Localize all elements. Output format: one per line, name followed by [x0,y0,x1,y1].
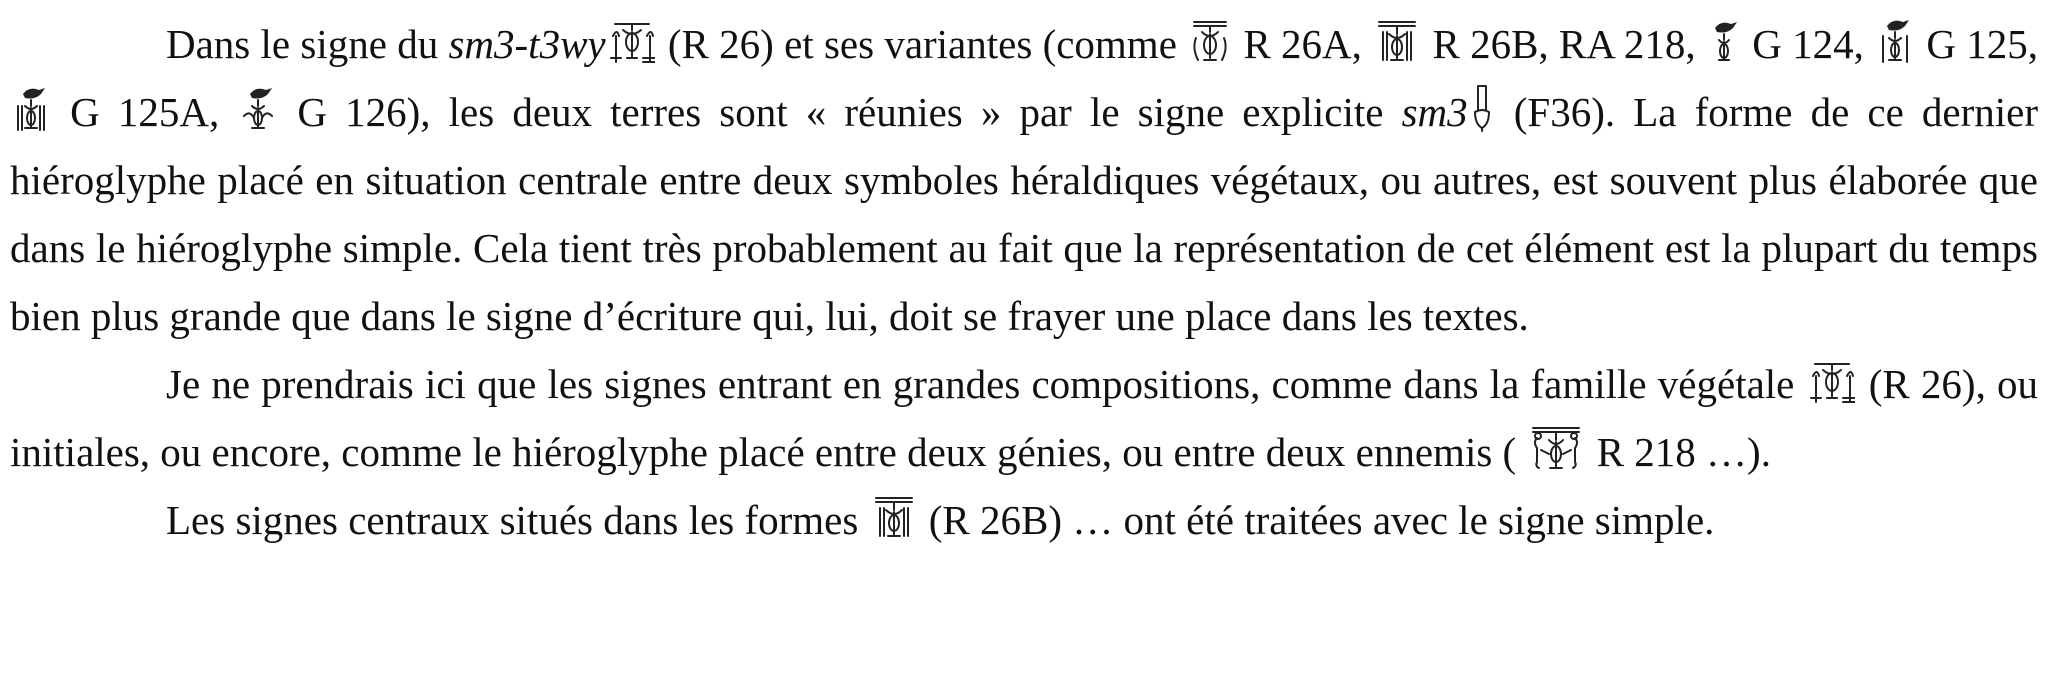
text-segment: (R 26B) … ont été traitées avec le signe simple. [918,497,1715,543]
term-sm3: sm3 [1401,89,1468,135]
paragraph-3 [10,486,2038,554]
text-segment: R 26B, RA 218, [1422,21,1706,67]
bird-on-sema-variant-glyph [13,86,49,132]
text-segment: Les signes centraux situés dans les formes [166,497,869,543]
text-segment: (F36). La forme de ce dernier hiéroglyphe placé en situation centrale entre deux symboles héraldiques végétaux, ou autres, est souvent plus élaborée que dans le hiéroglyphe simple. Cela tient très probablement au fait que la représentation de cet élément est la plupart du temps bien plus grande que dans le signe d’écriture qui, lui, doit se frayer une place dans les textes. [10,89,2039,339]
sema-tawy-plants-glyph [609,18,655,64]
text-segment: G 126), les deux terres sont « réunies » par le signe explicite [279,89,1402,135]
bird-on-sema-plants-glyph [1877,18,1913,64]
text-segment: Je ne prendrais ici que les signes entrant en grandes compositions, comme dans la famille végétale [166,361,1806,407]
paragraph-2 [10,350,2038,486]
term-sm3-t3wy: sm3-t3wy [448,21,606,67]
sema-tawy-variant-b-glyph [1375,18,1419,64]
text-segment: Dans le signe du [166,21,449,67]
sema-tawy-variant-a-glyph [1190,18,1230,64]
paragraph-1 [10,10,2038,350]
text-segment: (R 26), ou initiales, ou encore, comme le hiéroglyphe placé entre deux génies, ou entre deux ennemis ( [10,361,2039,475]
sema-tawy-plants-glyph [1809,358,1855,404]
bird-on-sema-knot-glyph [240,86,276,132]
sema-lungs-trachea-glyph [1471,84,1493,132]
text-segment: G 125A, [52,89,238,135]
text-segment: G 124, [1741,21,1875,67]
text-segment: R 218 …). [1586,429,1771,475]
text-segment: R 26A, [1233,21,1373,67]
text-segment: (R 26) et ses variantes (comme [657,21,1188,67]
sema-tawy-variant-b-glyph [872,494,916,540]
enemies-bound-to-sema-glyph [1529,424,1583,472]
bird-on-sema-glyph [1709,18,1739,64]
text-segment: G 125, [1916,21,2038,67]
